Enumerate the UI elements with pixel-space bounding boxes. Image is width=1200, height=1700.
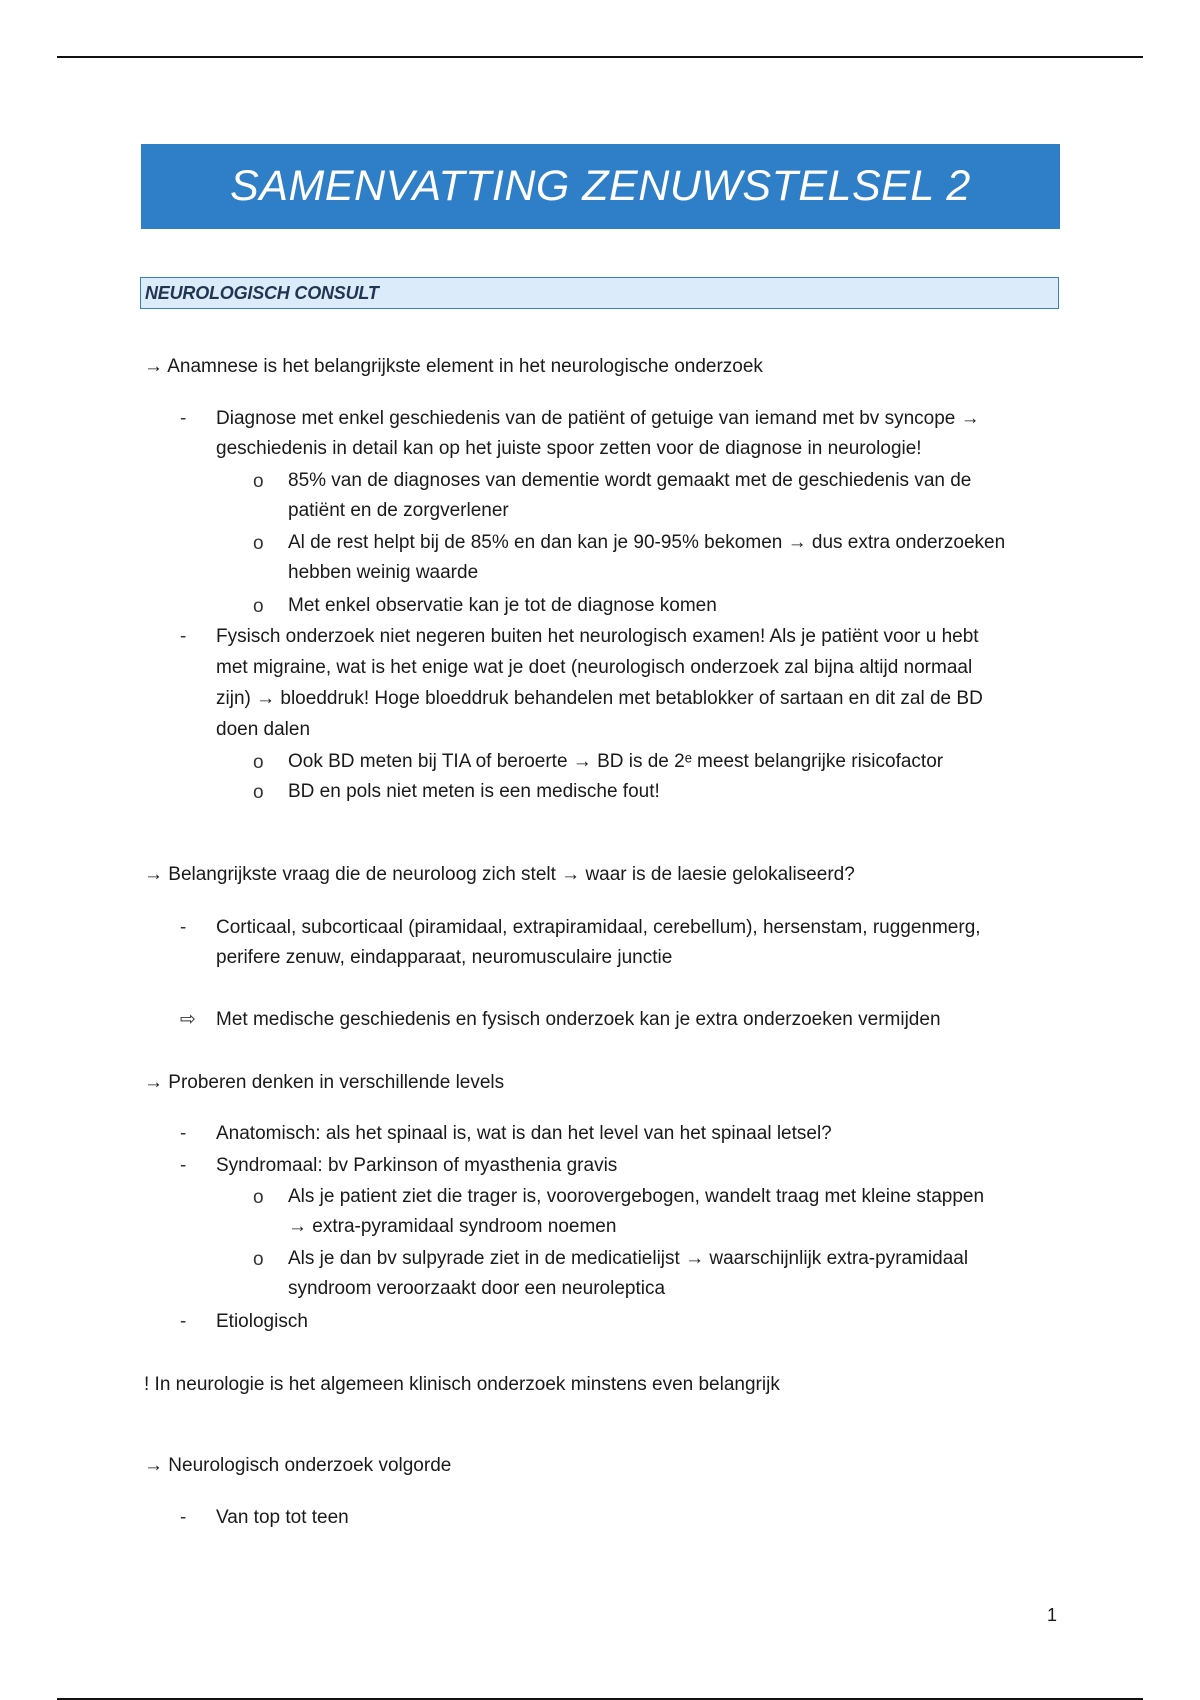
dash-bullet: - [180, 1507, 187, 1528]
dash-bullet: - [180, 917, 187, 938]
text-line: Van top tot teen [216, 1507, 349, 1528]
circle-bullet: o [253, 596, 264, 617]
text-line: → extra-pyramidaal syndroom noemen [288, 1216, 617, 1237]
dash-bullet: - [180, 626, 187, 647]
text-line: Ook BD meten bij TIA of beroerte → BD is de 2ᵉ meest belangrijke risicofactor [288, 751, 944, 772]
text-line: Anatomisch: als het spinaal is, wat is dan het level van het spinaal letsel? [216, 1123, 832, 1144]
text-line: → Anamnese is het belangrijkste element in het neurologische onderzoek [144, 356, 763, 377]
dash-bullet: - [180, 1311, 187, 1332]
text-line: Etiologisch [216, 1311, 308, 1332]
text-line: → Neurologisch onderzoek volgorde [144, 1455, 452, 1476]
page-number: 1 [1046, 1605, 1057, 1625]
title-banner [141, 144, 1060, 229]
text-line: geschiedenis in detail kan op het juiste spoor zetten voor de diagnose in neurologie! [216, 438, 922, 459]
text-line: hebben weinig waarde [288, 562, 479, 583]
text-line: met migraine, wat is het enige wat je doet (neurologisch onderzoek zal bijna altijd normaal [216, 657, 973, 678]
text-line: patiënt en de zorgverlener [288, 500, 509, 521]
circle-bullet: o [253, 782, 264, 803]
dash-bullet: - [180, 1155, 187, 1176]
arrow-bullet: ⇨ [180, 1009, 196, 1030]
text-line: 85% van de diagnoses van dementie wordt gemaakt met de geschiedenis van de [288, 470, 972, 491]
text-line: Als je dan bv sulpyrade ziet in de medicatielijst → waarschijnlijk extra-pyramidaal [288, 1248, 969, 1269]
dash-bullet: - [180, 408, 187, 429]
dash-bullet: - [180, 1123, 187, 1144]
section-heading-text: NEUROLOGISCH CONSULT [145, 282, 379, 303]
text-line: Als je patient ziet die trager is, voorovergebogen, wandelt traag met kleine stappen [288, 1186, 985, 1207]
document-title: SAMENVATTING ZENUWSTELSEL 2 [230, 162, 971, 210]
text-line: Al de rest helpt bij de 85% en dan kan je 90-95% bekomen → dus extra onderzoeken [288, 532, 1006, 553]
circle-bullet: o [253, 1187, 264, 1208]
text-line: Corticaal, subcorticaal (piramidaal, extrapiramidaal, cerebellum), hersenstam, ruggenmerg, [216, 917, 981, 938]
text-line: Met enkel observatie kan je tot de diagnose komen [288, 595, 717, 616]
text-line: syndroom veroorzaakt door een neuroleptica [288, 1278, 666, 1299]
text-line: Met medische geschiedenis en fysisch onderzoek kan je extra onderzoeken vermijden [216, 1009, 941, 1030]
top-rule [57, 56, 1143, 58]
text-line: → Belangrijkste vraag die de neuroloog zich stelt → waar is de laesie gelokaliseerd? [144, 864, 855, 885]
text-line: doen dalen [216, 719, 311, 740]
circle-bullet: o [253, 1249, 264, 1270]
text-line: Syndromaal: bv Parkinson of myasthenia gravis [216, 1155, 618, 1176]
text-line: BD en pols niet meten is een medische fout! [288, 781, 660, 802]
text-line: Diagnose met enkel geschiedenis van de patiënt of getuige van iemand met bv syncope → [216, 408, 980, 429]
text-line: zijn) → bloeddruk! Hoge bloeddruk behandelen met betablokker of sartaan en dit zal de BD [216, 688, 983, 709]
circle-bullet: o [253, 533, 264, 554]
section-heading [140, 277, 1059, 309]
text-line: ! In neurologie is het algemeen klinisch onderzoek minstens even belangrijk [144, 1374, 780, 1395]
text-line: Fysisch onderzoek niet negeren buiten het neurologisch examen! Als je patiënt voor u hebt [216, 626, 979, 647]
text-line: perifere zenuw, eindapparaat, neuromusculaire junctie [216, 947, 673, 968]
circle-bullet: o [253, 752, 264, 773]
circle-bullet: o [253, 471, 264, 492]
text-line: → Proberen denken in verschillende levels [144, 1072, 505, 1093]
